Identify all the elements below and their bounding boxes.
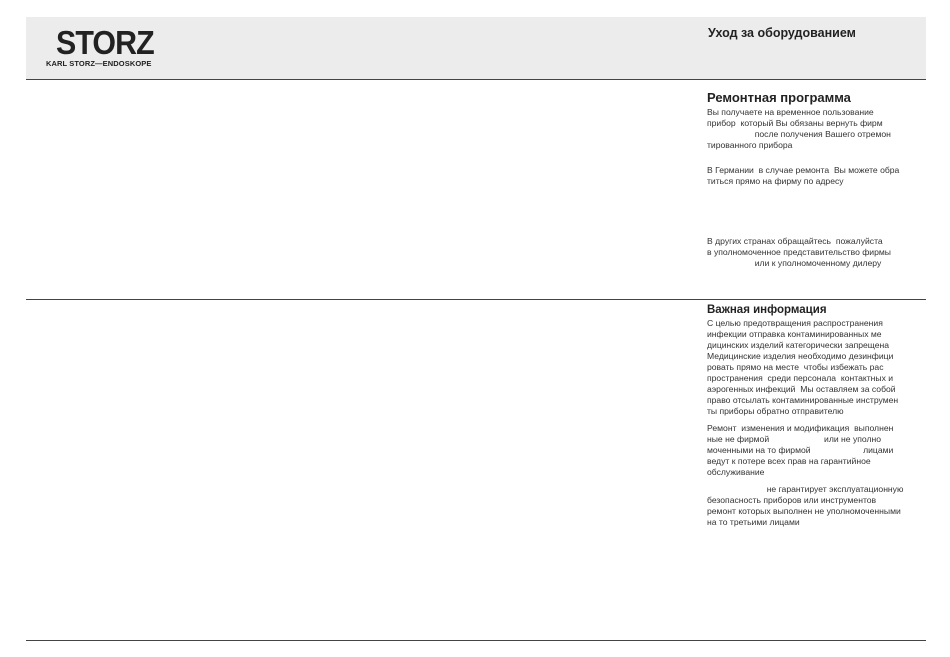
bottom-rule: [26, 640, 926, 641]
repair-paragraph-2: В Германии в случае ремонта Вы можете обра титься прямо на фирму по адресу: [707, 165, 900, 186]
middle-rule: [26, 299, 926, 300]
repair-heading: Ремонтная программа: [707, 90, 851, 105]
repair-section: [707, 90, 925, 269]
logo-subtext: KARL STORZ—ENDOSKOPE: [46, 59, 152, 68]
header-bottom-rule: [26, 79, 926, 80]
repair-paragraph-3: В других странах обращайтесь пожалуйста в уполномоченное представительство фирмы или к уполномоченному дилеру: [707, 236, 891, 268]
important-paragraph-1: С целью предотвращения распространения инфекции отправка контаминированных ме дицинских изделий категорически запрещена Медицинские изделия необходимо дезинфици ровать прямо на месте чтобы избежать рас пространения среди персонала контактных и аэрогенных инфекций Мы оставляем за собой право отсылать контаминированные инструмен ты приборы обратно отправителю: [707, 318, 899, 416]
important-heading: Важная информация: [707, 304, 827, 316]
storz-logo: [46, 25, 162, 68]
important-paragraph-2: Ремонт изменения и модификация выполнен ные не фирмой или не уполно моченными на то фирмой лицами ведут к потере всех прав на гарантийное обслуживание: [707, 423, 894, 477]
page-title: Уход за оборудованием: [708, 26, 856, 40]
important-section: [707, 304, 925, 528]
logo-wordmark: STORZ: [56, 24, 154, 61]
repair-paragraph-1: Вы получаете на временное пользование прибор который Вы обязаны вернуть фирм после получения Вашего отремон тированного прибора: [707, 107, 891, 150]
important-paragraph-3: не гарантирует эксплуатационную безопасность приборов или инструментов ремонт которых выполнен не уполномоченными на то третьими лицами: [707, 484, 904, 527]
